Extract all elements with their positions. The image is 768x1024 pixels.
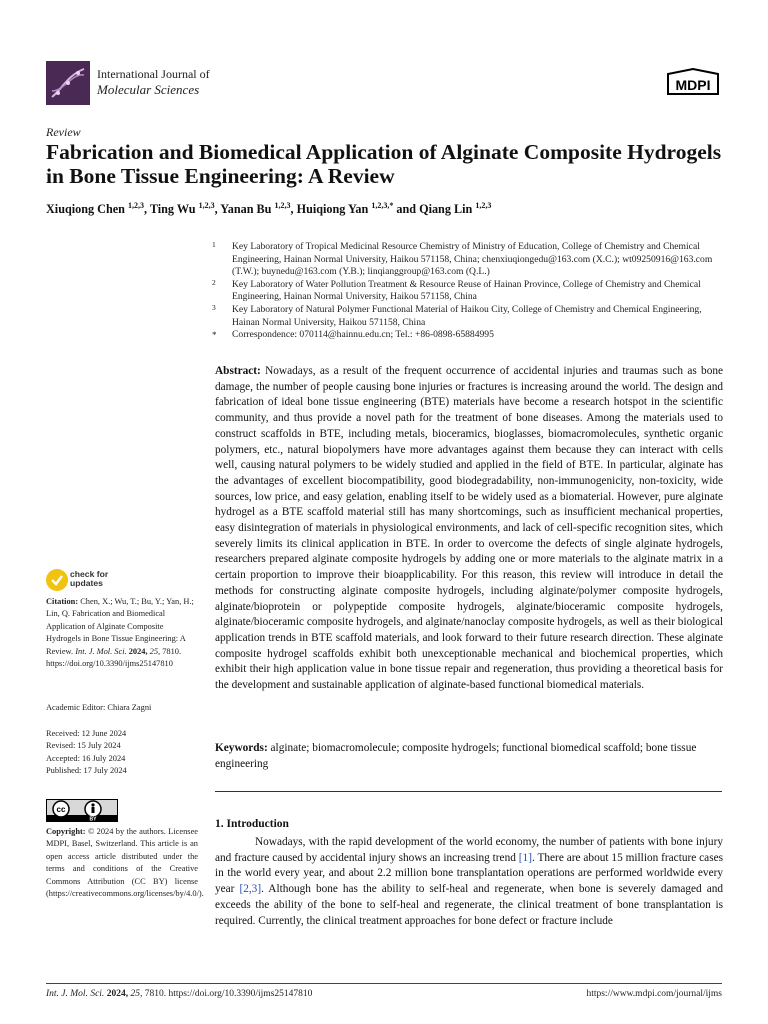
- affiliation-2: 2 Key Laboratory of Water Pollution Treatment & Resource Reuse of Hainan Province, College of Chemistry and Chemical Engineering, Hainan Normal University, Haikou 571158, China: [212, 277, 701, 303]
- author-affiliation-marker: 1,2,3: [475, 201, 492, 210]
- author-separator: ,: [214, 202, 221, 217]
- author-name: Ting Wu: [149, 202, 196, 217]
- article-type: Review: [46, 125, 81, 139]
- academic-editor: Academic Editor: Chiara Zagni: [46, 703, 152, 712]
- author-list: [46, 201, 736, 217]
- author-name: Huiqiong Yan: [296, 202, 369, 217]
- author-name: Xiuqiong Chen: [46, 202, 125, 217]
- revised-date: Revised: 15 July 2024: [46, 741, 121, 751]
- author-separator: ,: [143, 202, 150, 217]
- author-affiliation-marker: 1,2,3,*: [371, 201, 394, 210]
- correspondence: * Correspondence: 070114@hainnu.edu.cn; Tel.: +86-0898-65884995: [212, 329, 494, 341]
- affiliation-1: 1 Key Laboratory of Tropical Medicinal Resource Chemistry of Ministry of Education, College of Chemistry and Chemical Engineering, Hainan Normal University, Haikou 571158, China; chenxiuqiongedu@163.com (X.C.); wt09250916@163.com (T.W.); buynedu@163.com (Y.B.); linqianggroup@163.com (Q.L.): [212, 240, 713, 278]
- author-affiliation-marker: 1,2,3: [198, 201, 215, 210]
- publisher-name: MDPI: [675, 77, 711, 93]
- check-for-updates-icon[interactable]: [46, 569, 68, 591]
- reference-link-2-3[interactable]: [2,3]: [239, 883, 262, 896]
- journal-name-line2: Molecular Sciences: [97, 82, 200, 97]
- introduction-paragraph: Nowadays, with the rapid development of the world economy, the number of patients with bone injury and fracture caused by accidental injury shows an increasing trend [1]. There are about 15 million fracture cases in the world every year, and about 2.2 million bone transplantation operations are performed worldwide every year [2,3]. Although bone has the ability to self-heal and regenerate, when bone is severely damaged and exceeds the ability of the bone to self-heal and regenerate, the clinical treatment of bone transplantation is required. Currently, the clinical treatment approaches for bone defect or fracture include: [215, 836, 724, 927]
- footer-rule: [46, 983, 722, 984]
- author-name: Qiang Lin: [419, 202, 473, 217]
- section-heading: 1. Introduction: [215, 818, 289, 830]
- published-date: Published: 17 July 2024: [46, 766, 127, 776]
- keywords-text: alginate; biomacromolecule; composite hydrogels; functional biomedical scaffold; bone tissue engineering: [215, 742, 697, 770]
- footer-citation: Int. J. Mol. Sci. 2024, 25, 7810. https://doi.org/10.3390/ijms25147810: [46, 989, 313, 999]
- journal-logo: [46, 61, 90, 105]
- copyright-notice: Copyright: © 2024 by the authors. Licensee MDPI, Basel, Switzerland. This article is an open access article distributed under the terms and conditions of the Creative Commons Attribution (CC BY) license (https://creativecommons.org/licenses/by/4.0/).: [46, 827, 204, 899]
- author-affiliation-marker: 1,2,3: [127, 201, 144, 210]
- affiliations: [212, 241, 728, 342]
- journal-name-line1: International Journal of: [97, 67, 210, 81]
- cc-text: cc: [56, 805, 66, 814]
- dna-molecule-icon: [46, 61, 90, 105]
- author-affiliation-marker: 1,2,3: [274, 201, 291, 210]
- cc-by-license-badge[interactable]: [46, 799, 118, 822]
- reference-link-1[interactable]: [1]: [518, 851, 532, 864]
- abstract-text: Nowadays, as a result of the frequent occurrence of accidental injuries and traumas such as bone damage, the number of people causing bone injuries or fractures is increasing around the world. The design and fabrication of ideal bone tissue engineering (BTE) materials have become a research hotspot in the scientific community, and thus provide a novel path for the treatment of bone diseases. Among the materials used to construct scaffolds in BTE, including metals, bioceramics, bioglasses, biomacromolecules, synthetic organic polymers, etc., natural biopolymers have more advantages against them because they can interact with cells well, causing natural polymers to be widely studied and applied in the field of BTE. In particular, alginate has the advantages of excellent biocompatibility, good biodegradability, non-immunogenicity, non-toxicity, wide sources, low price, and easy gelation, enabling itself to be widely used as a biomaterial. However, pure alginate hydrogel as a BTE scaffold material still has many shortcomings, such as insufficient mechanical properties, easy disintegration of materials in physiological environments, and lack of cell-specific recognition sites, which severely limits its clinical application in BTE. In order to overcome the defects of single alginate hydrogels, researchers prepared alginate composite hydrogels by adding one or more materials to the alginate matrix in a certain proportion to improve their bioapplicability. For this reason, this review will introduce in detail the methods for constructing alginate composite hydrogels, including alginate/polymer composite hydrogels, alginate/bioprotein or polypeptide composite hydrogels, alginate/bioceramic composite hydrogels, alginate/bioceramic composite hydrogels, and alginate/nanoclay composite hydrogels, as well as their biological application trends in BTE scaffold materials, and look forward to their future research direction. These alginate composite hydrogel scaffolds exhibit both unexceptionable mechanical and biochemical properties, which exhibit their high application value in bone tissue repair and regeneration, thus providing a theoretical basis for the development and sustainable application of alginate-based functional biomedical materials.: [215, 365, 724, 692]
- article-title: Fabrication and Biomedical Application of Alginate Composite Hydrogels in Bone Tissue Engineering: A Review: [46, 140, 722, 188]
- author-separator: and: [393, 202, 420, 217]
- abstract-label: Abstract:: [215, 365, 261, 377]
- divider: [215, 791, 722, 792]
- citation: Citation: Chen, X.; Wu, T.; Bu, Y.; Yan, H.; Lin, Q. Fabrication and Biomedical Application of Alginate Composite Hydrogels in Bone Tissue Engineering: A Review. Int. J. Mol. Sci. 2024, 25, 7810. https://doi.org/10.3390/ijms25147810: [46, 597, 194, 669]
- abstract: [215, 364, 723, 694]
- keywords-label: Keywords:: [215, 742, 268, 754]
- author-name: Yanan Bu: [220, 202, 272, 217]
- cc-by-text: BY: [89, 816, 97, 821]
- affiliation-3: 3 Key Laboratory of Natural Polymer Functional Material of Haikou City, College of Chemistry and Chemical Engineering, Hainan Normal University, Haikou 571158, China: [212, 302, 702, 328]
- check-for-updates-label[interactable]: check for updates: [70, 569, 109, 588]
- mdpi-logo: [664, 68, 722, 98]
- footer-journal-url[interactable]: https://www.mdpi.com/journal/ijms: [586, 989, 722, 999]
- keywords: [215, 741, 723, 772]
- received-date: Received: 12 June 2024: [46, 729, 127, 738]
- accepted-date: Accepted: 16 July 2024: [46, 753, 126, 763]
- author-separator: ,: [290, 202, 297, 217]
- article-dates: [46, 728, 198, 778]
